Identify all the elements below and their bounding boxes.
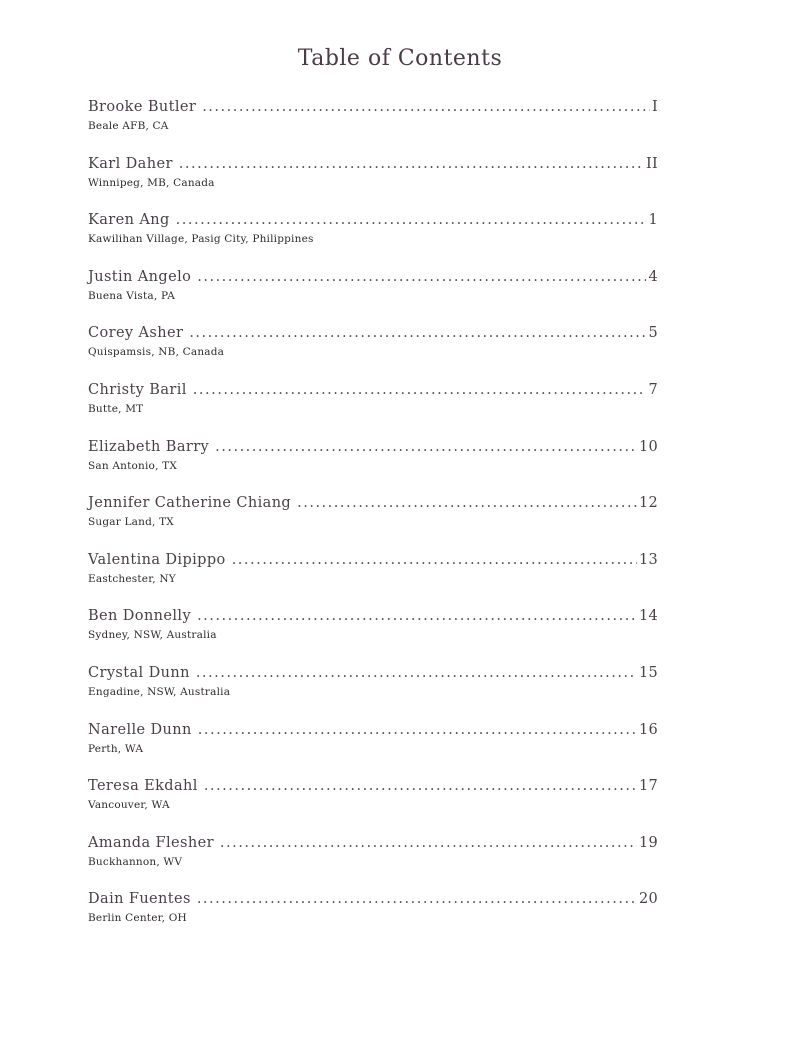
- dot-leader: [204, 777, 637, 795]
- toc-entry: [88, 834, 658, 891]
- entry-page-number: I: [651, 99, 658, 115]
- entry-location: Vancouver, WA: [88, 799, 170, 812]
- entry-page-number: 1: [648, 212, 658, 229]
- entry-line: [88, 834, 658, 852]
- entry-line: [88, 381, 658, 399]
- entry-name: Karen Ang: [88, 212, 170, 229]
- entry-page-number: 20: [638, 891, 658, 908]
- entry-name: Ben Donnelly: [88, 608, 192, 625]
- toc-entry: [88, 381, 658, 438]
- entry-line: [88, 551, 658, 569]
- entry-name: Crystal Dunn: [88, 664, 190, 681]
- dot-leader: [232, 551, 637, 569]
- entry-location: Butte, MT: [88, 402, 144, 415]
- entry-name: Narelle Dunn: [88, 721, 192, 738]
- entry-page-number: 7: [648, 381, 658, 398]
- entry-page-number: 12: [638, 495, 658, 512]
- toc-entry: [88, 607, 658, 664]
- entry-name: Justin Angelo: [88, 268, 192, 285]
- entry-page-number: 17: [638, 778, 658, 795]
- entry-line: [88, 664, 658, 682]
- entry-location: Berlin Center, OH: [88, 912, 187, 925]
- entry-line: [88, 438, 658, 456]
- dot-leader: [215, 438, 637, 456]
- entry-name: Christy Baril: [88, 381, 187, 398]
- dot-leader: [297, 494, 637, 512]
- entry-line: [88, 607, 658, 625]
- entry-page-number: 16: [638, 721, 658, 738]
- dot-leader: [198, 721, 637, 739]
- entry-location: San Antonio, TX: [88, 459, 178, 472]
- dot-leader: [189, 324, 646, 342]
- entry-name: Jennifer Catherine Chiang: [88, 495, 292, 512]
- entry-location: Engadine, NSW, Australia: [88, 685, 231, 698]
- entry-name: Teresa Ekdahl: [88, 778, 198, 795]
- toc-entry: [88, 494, 658, 551]
- toc-entry: [88, 777, 658, 834]
- entry-name: Elizabeth Barry: [88, 438, 210, 455]
- entry-line: [88, 324, 658, 342]
- entry-line: [88, 155, 658, 173]
- entry-location: Kawilihan Village, Pasig City, Philippines: [88, 233, 314, 246]
- entry-line: [88, 890, 658, 908]
- entry-name: Dain Fuentes: [88, 891, 191, 908]
- entry-page-number: II: [645, 155, 658, 172]
- entry-page-number: 14: [638, 608, 658, 625]
- entry-location: Quispamsis, NB, Canada: [88, 346, 225, 359]
- page-title: Table of Contents: [297, 46, 503, 71]
- entry-line: [88, 211, 658, 229]
- dot-leader: [197, 268, 646, 286]
- entry-location: Winnipeg, MB, Canada: [88, 176, 215, 189]
- toc-entry: [88, 438, 658, 495]
- dot-leader: [220, 834, 637, 852]
- entry-name: Karl Daher: [88, 155, 173, 172]
- entry-line: [88, 98, 658, 116]
- entry-name: Amanda Flesher: [88, 834, 214, 851]
- entry-location: Sugar Land, TX: [88, 516, 174, 529]
- entry-location: Sydney, NSW, Australia: [88, 629, 217, 642]
- toc-entry: [88, 324, 658, 381]
- entry-line: [88, 494, 658, 512]
- entry-name: Brooke Butler: [88, 99, 197, 115]
- toc-entry: [88, 551, 658, 608]
- entry-location: Beale AFB, CA: [88, 120, 169, 132]
- toc-entry: [88, 211, 658, 268]
- toc-entry: [88, 155, 658, 212]
- dot-leader: [196, 664, 637, 682]
- entry-page-number: 4: [648, 268, 658, 285]
- entry-page-number: 19: [638, 834, 658, 851]
- entry-location: Perth, WA: [88, 742, 144, 755]
- entry-line: [88, 721, 658, 739]
- dot-leader: [176, 211, 647, 229]
- entry-location: Eastchester, NY: [88, 572, 176, 585]
- dot-leader: [193, 381, 647, 399]
- dot-leader: [202, 98, 650, 116]
- dot-leader: [197, 890, 637, 908]
- toc-entry: [88, 98, 658, 155]
- entry-page-number: 13: [638, 551, 658, 568]
- entry-name: Valentina Dipippo: [88, 551, 226, 568]
- entry-line: [88, 777, 658, 795]
- entry-page-number: 5: [648, 325, 658, 342]
- entry-name: Corey Asher: [88, 325, 184, 342]
- entry-page-number: 10: [638, 438, 658, 455]
- dot-leader: [179, 155, 644, 173]
- toc-entry: [88, 664, 658, 721]
- toc-entry: [88, 721, 658, 778]
- entry-page-number: 15: [638, 664, 658, 681]
- toc-entry: [88, 268, 658, 325]
- dot-leader: [197, 607, 637, 625]
- table-of-contents: [88, 98, 658, 947]
- toc-entry: [88, 890, 658, 947]
- entry-location: Buena Vista, PA: [88, 289, 176, 302]
- entry-line: [88, 268, 658, 286]
- entry-location: Buckhannon, WV: [88, 855, 183, 868]
